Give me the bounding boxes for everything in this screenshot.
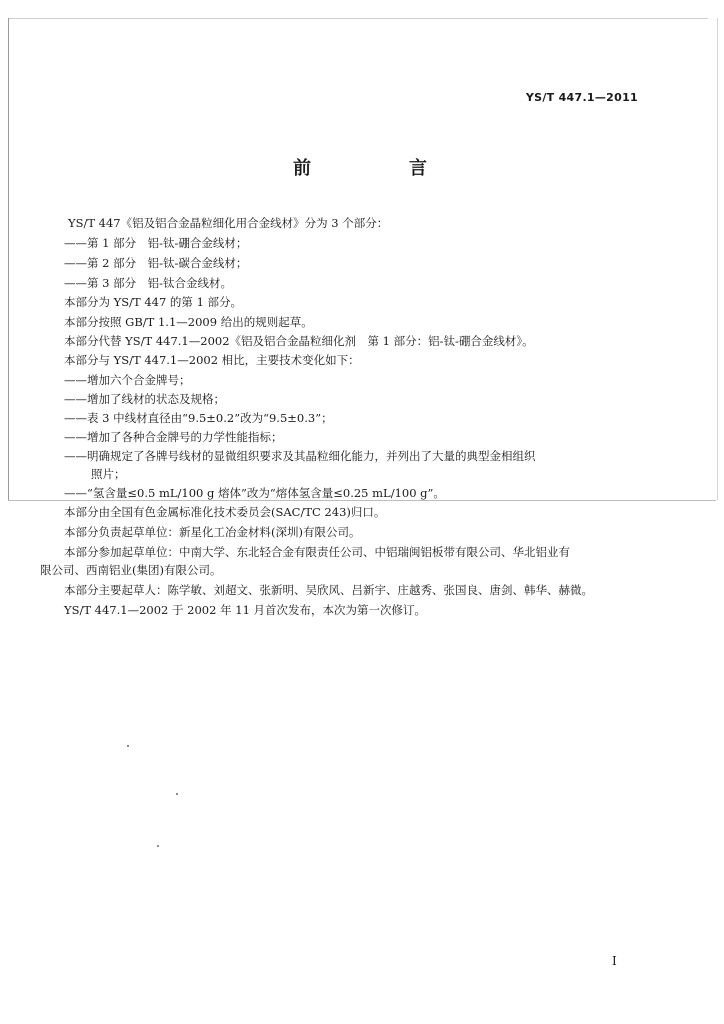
body-line: 本部分按照 GB/T 1.1—2009 给出的规则起草。	[64, 315, 313, 329]
scan-speck	[127, 745, 129, 747]
scan-seam-divider	[8, 500, 716, 501]
body-line: 本部分与 YS/T 447.1—2002 相比，主要技术变化如下：	[64, 353, 360, 367]
body-line: 本部分为 YS/T 447 的第 1 部分。	[64, 295, 243, 309]
body-line: ——第 2 部分 铝-钛-碳合金线材；	[64, 256, 248, 270]
page-number: I	[612, 954, 617, 968]
body-line: ——增加六个合金牌号；	[64, 373, 191, 387]
page-title: 前 言	[293, 158, 467, 179]
body-line: YS/T 447《铝及铝合金晶粒细化用合金线材》分为 3 个部分：	[68, 216, 389, 230]
body-line: YS/T 447.1—2002 于 2002 年 11 月首次发布，本次为第一次修订。	[64, 603, 427, 617]
body-line: 本部分由全国有色金属标准化技术委员会(SAC/TC 243)归口。	[64, 505, 386, 519]
body-line: ——明确规定了各牌号线材的显微组织要求及其晶粒细化能力，并列出了大量的典型金相组织	[64, 449, 536, 463]
body-line: ——第 1 部分 铝-钛-硼合金线材；	[64, 236, 248, 250]
body-line: 本部分参加起草单位：中南大学、东北轻合金有限责任公司、中铝瑞闽铝板带有限公司、华北铝业有	[64, 545, 570, 559]
body-line: ——第 3 部分 铝-钛合金线材。	[64, 276, 233, 290]
scan-speck	[157, 845, 159, 847]
body-line: 本部分主要起草人：陈学敏、刘超文、张新明、吴欣风、吕新宇、庄越秀、张国良、唐剑、韩华、赫微。	[64, 583, 593, 597]
body-line: ——增加了线材的状态及规格；	[64, 392, 225, 406]
page-left-edge	[8, 18, 9, 500]
body-line: 本部分代替 YS/T 447.1—2002《铝及铝合金晶粒细化剂 第 1 部分：铝-钛-硼合金线材》。	[64, 334, 534, 348]
body-line: ——增加了各种合金牌号的力学性能指标；	[64, 430, 283, 444]
body-line: ——“氢含量≤0.5 mL/100 g 熔体”改为“熔体氢含量≤0.25 mL/100 g”。	[64, 486, 445, 500]
body-line: 限公司、西南铝业(集团)有限公司。	[40, 563, 222, 577]
body-line: 照片；	[91, 467, 126, 481]
body-line: ——表 3 中线材直径由“9.5±0.2”改为“9.5±0.3”；	[64, 411, 333, 425]
page-right-edge	[717, 18, 718, 500]
document-code: YS/T 447.1—2011	[525, 91, 638, 104]
scan-speck	[176, 793, 178, 795]
page-top-edge	[8, 18, 708, 19]
body-line: 本部分负责起草单位：新星化工冶金材料(深圳)有限公司。	[64, 525, 361, 539]
